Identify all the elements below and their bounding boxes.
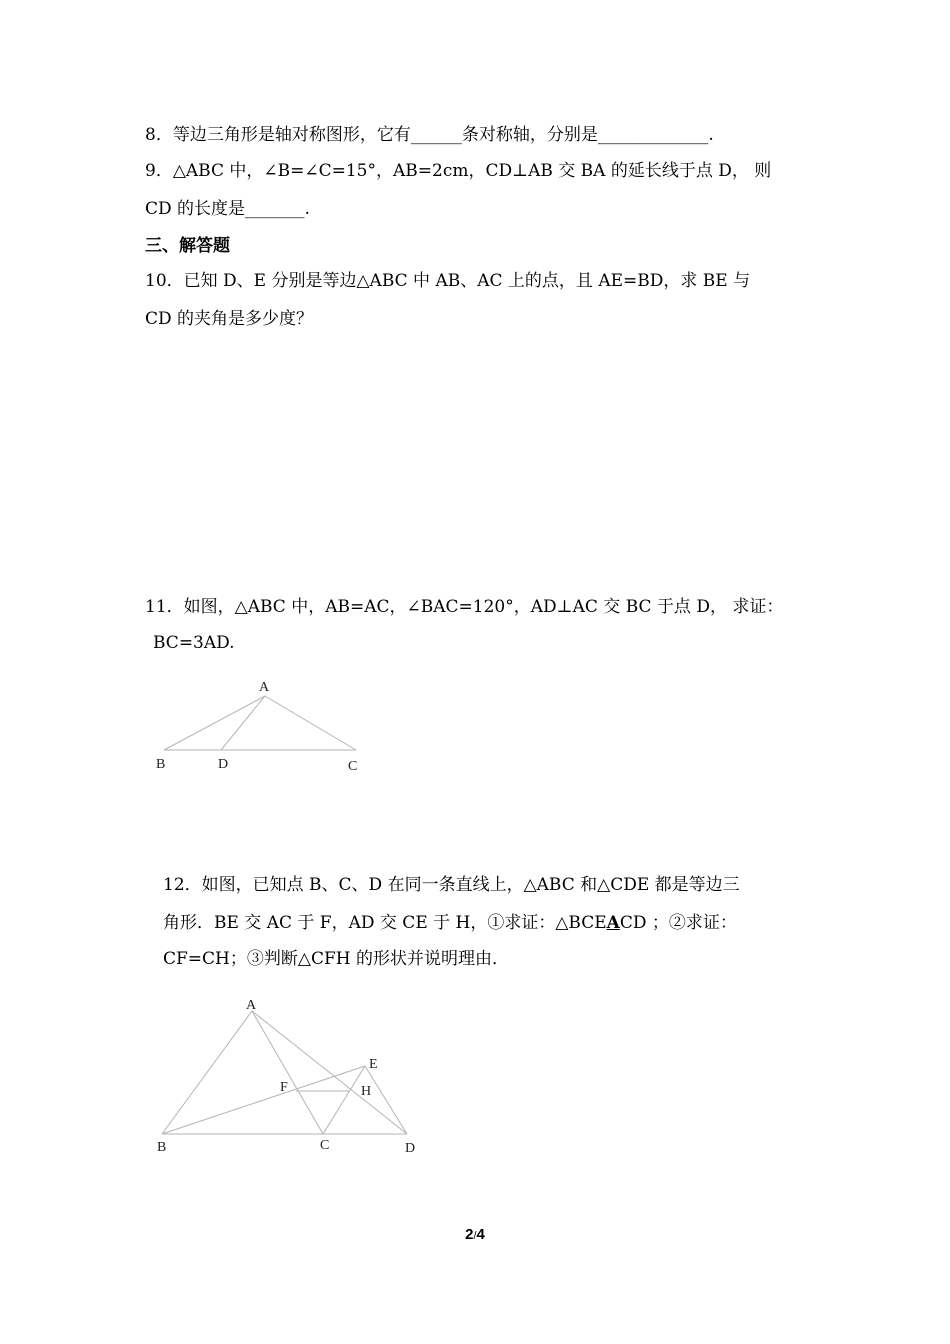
section-heading: 三、解答题 [145,236,230,256]
figure-two-equilateral-triangles [150,990,430,1160]
question-10-line-1: 10．已知 D、E 分别是等边△ABC 中 AB、AC 上的点，且 AE=BD，求 BE 与 [145,271,751,291]
question-11-line-2: BC=3AD. [153,633,235,653]
question-12-line-3: CF=CH；③判断△CFH 的形状并说明理由． [163,949,509,969]
page-number [0,1226,950,1243]
question-11-line-1: 11．如图，△ABC 中，AB=AC，∠BAC=120°，AD⊥AC 交 BC 于点 D， 求证： [145,597,784,617]
label-b: B [157,1140,167,1155]
question-12-line-2 [163,912,737,934]
label-e: E [369,1057,378,1072]
segment-de [365,1066,407,1134]
question-10-line-2: CD 的夹角是多少度？ [145,309,314,329]
label-f: F [280,1080,288,1095]
segment-ab [162,1011,252,1134]
label-h: H [361,1084,372,1099]
label-a: A [259,680,270,695]
page-separator: / [473,1230,477,1242]
question-12-line-2-part-a: 角形．BE 交 AC 于 F，AD 交 CE 于 H，①求证：△BCE [163,913,607,933]
segment-ab [164,696,265,750]
question-12-line-1: 12．如图，已知点 B、C、D 在同一条直线上，△ABC 和△CDE 都是等边三 [163,875,740,895]
label-b: B [156,757,166,772]
label-d: D [405,1141,416,1156]
segment-ac [265,696,356,750]
page-current: 2 [465,1226,474,1243]
segment-ad [252,1011,407,1134]
question-8: 8．等边三角形是轴对称图形，它有______条对称轴，分别是_____________. [145,125,714,145]
label-d: D [218,757,229,772]
figure-triangle-abd [150,675,370,775]
label-c: C [348,759,358,774]
label-a: A [246,998,257,1013]
page-total: 4 [476,1226,485,1243]
question-9-line-2: CD 的长度是_______. [145,199,310,219]
segment-ce [323,1066,365,1134]
label-c: C [320,1138,330,1153]
congruence-mark: A [606,913,620,933]
question-9-line-1: 9．△ABC 中，∠B=∠C=15°，AB=2cm，CD⊥AB 交 BA 的延长线于点 D， 则 [145,161,772,181]
question-12-line-2-part-c: CD ；②求证： [619,913,737,933]
segment-ad [221,696,265,750]
segment-be [162,1066,365,1134]
segment-ac [252,1011,323,1134]
